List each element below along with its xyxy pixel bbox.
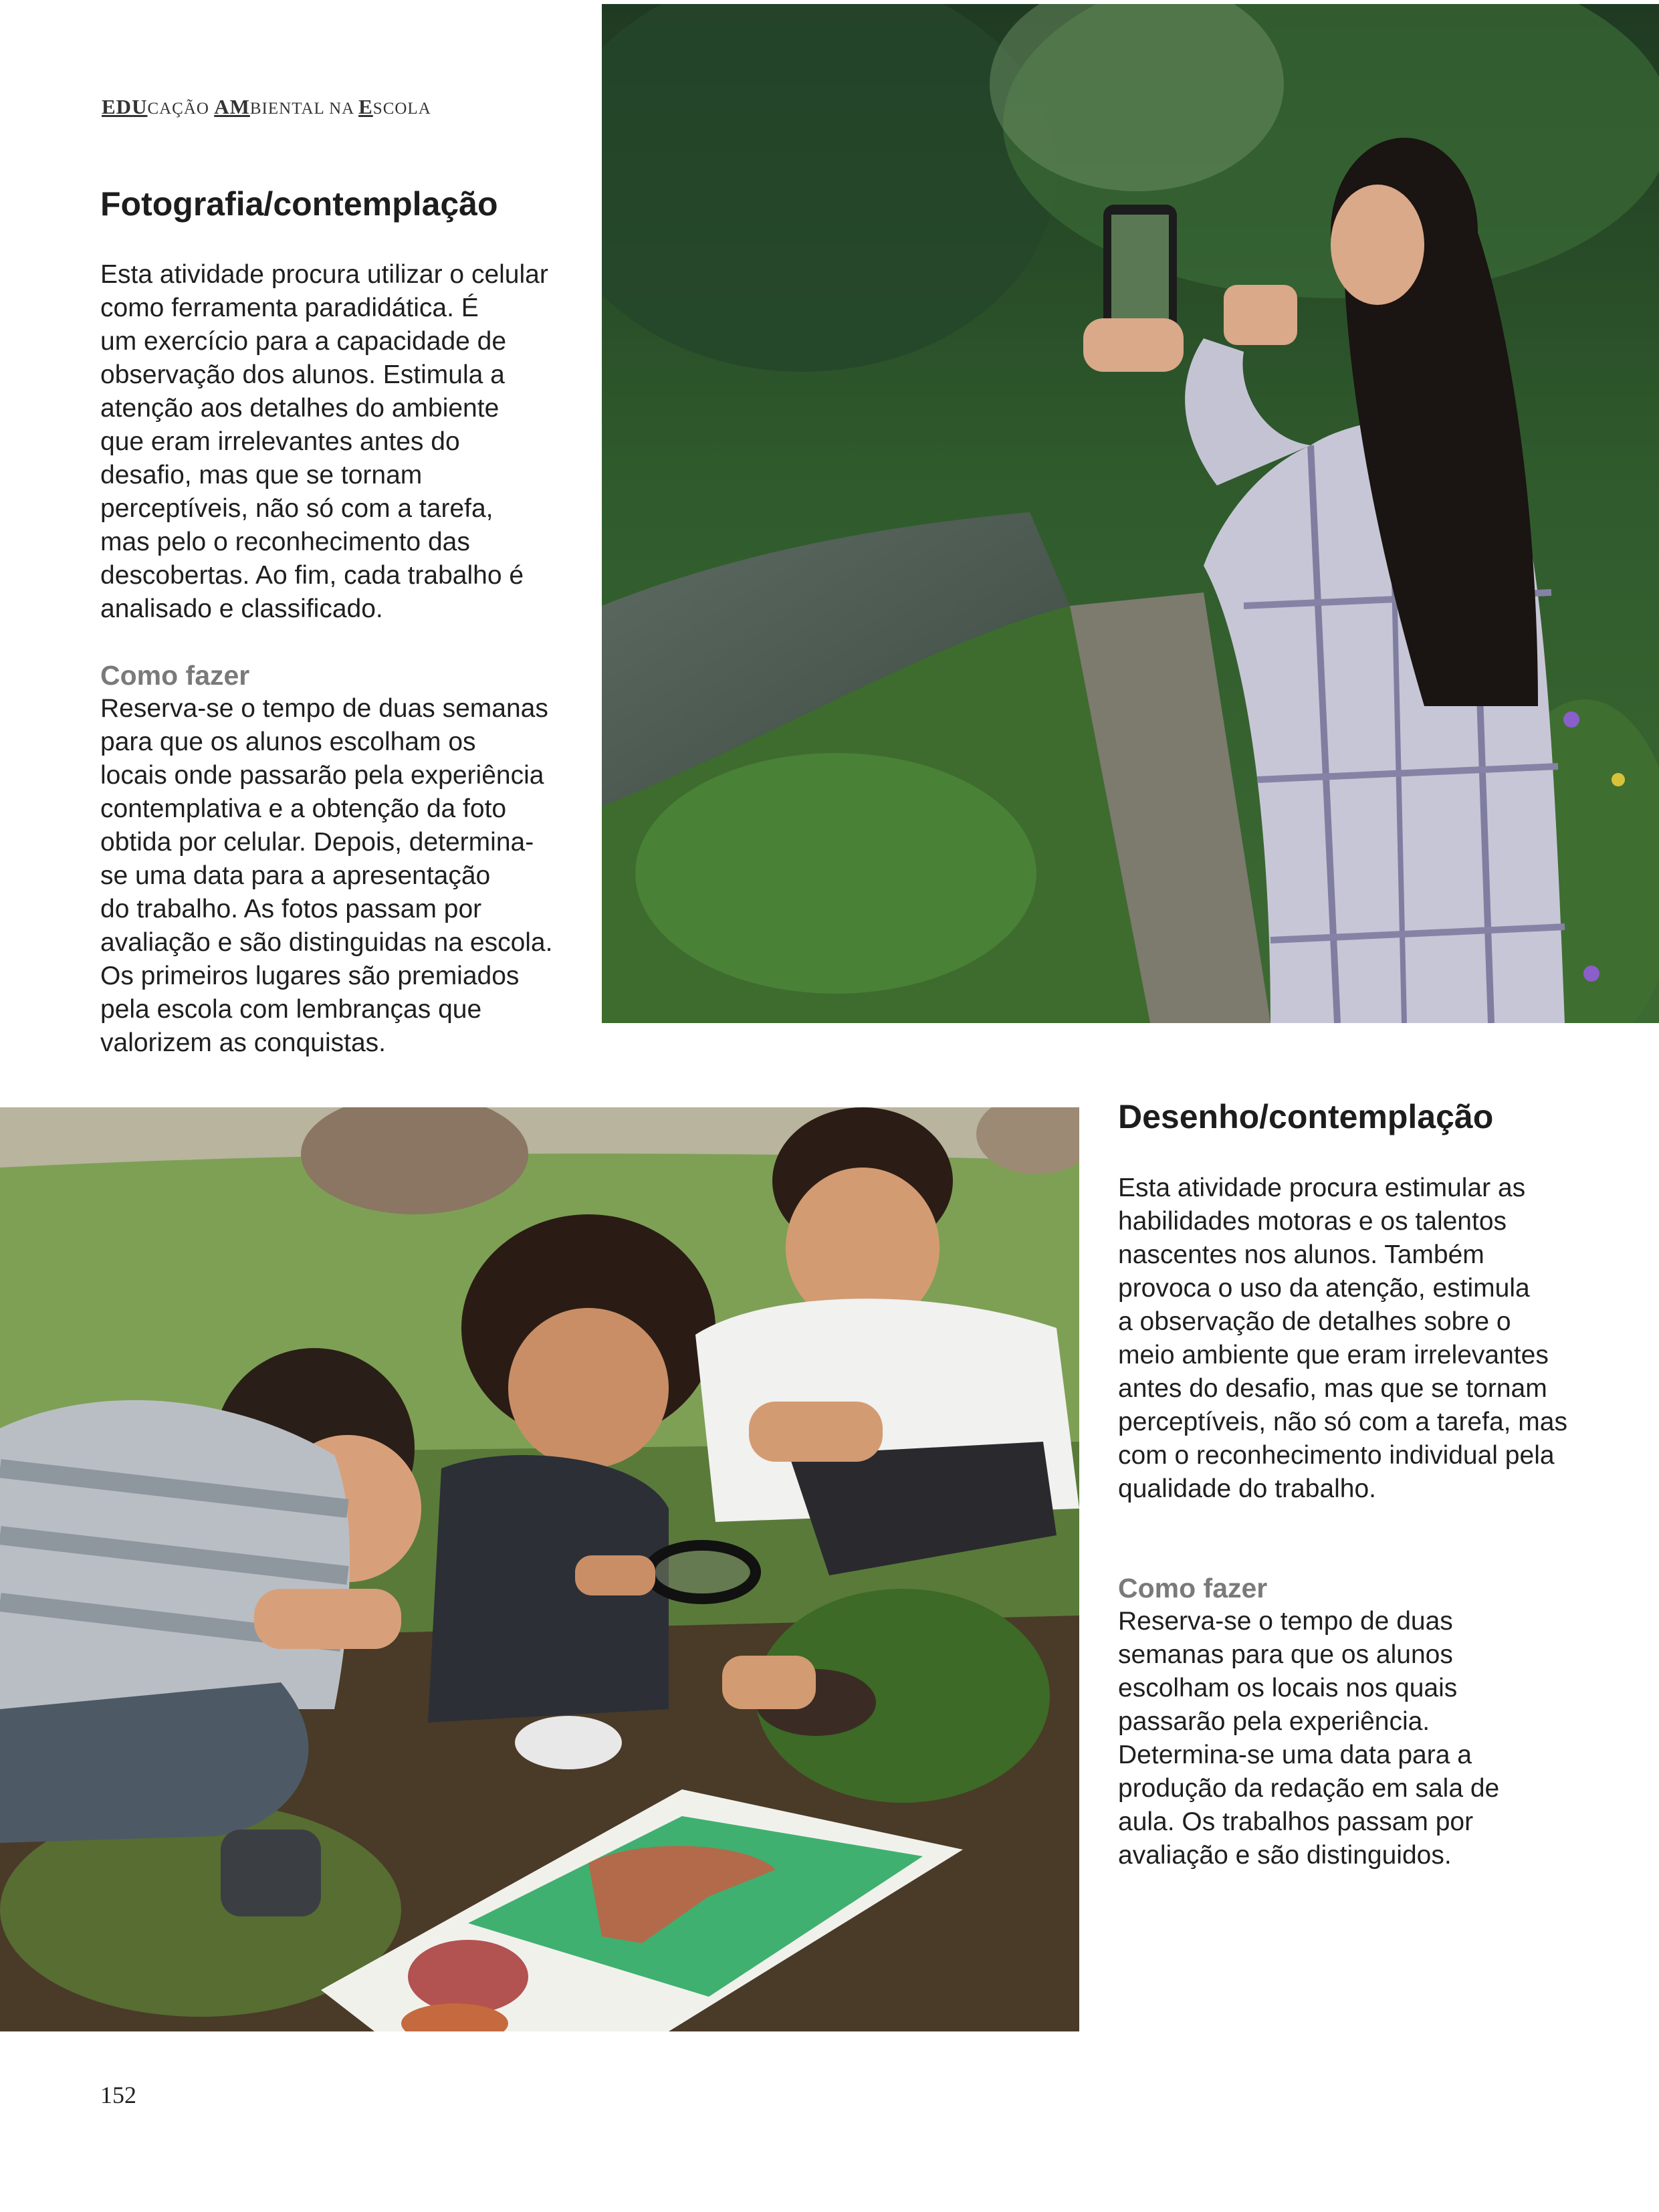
header-cap-3: E [358, 95, 373, 118]
photo-woman-taking-picture [602, 4, 1659, 1023]
section2-how-to-title: Como fazer [1118, 1573, 1268, 1603]
photo-children-magnifying-glass [0, 1107, 1079, 2031]
header-cap-1: EDU [102, 95, 148, 118]
section2-how-to-text: Reserva-se o tempo de duas semanas para que os alunos escolham os locais nos quais passarão pela experiência. Determina-se uma data para a produção da redação em sala de aula. Os trabalhos passam por avaliação e são distinguidos. [1118, 1607, 1500, 1870]
section2-title: Desenho/contemplação [1118, 1098, 1494, 1135]
header-cap-2: AM [214, 95, 250, 118]
section1-how-to-title: Como fazer [100, 660, 250, 691]
header-rest-2: BIENTAL NA [249, 100, 359, 118]
section1-paragraph: Esta atividade procura utilizar o celular como ferramenta paradidática. É um exercício para a capacidade de observação dos alunos. Estimula a atenção aos detalhes do ambiente que eram irrelevantes antes do desafio, mas que se tornam perceptíveis, não só com a tarefa, mas pelo o reconhecimento das descobertas. Ao fim, cada trabalho é analisado e classificado. [100, 260, 548, 623]
page-number: 152 [100, 2082, 136, 2108]
section1-title: Fotografia/contemplação [100, 185, 498, 223]
section1-how-to-text: Reserva-se o tempo de duas semanas para que os alunos escolham os locais onde passarão pela experiência contemplativa e a obtenção da foto obtida por celular. Depois, determina- se uma data para a apresentação do trabalho. As fotos passam por avaliação e são distinguidas na escola. Os primeiros lugares são premiados pela escola com lembranças que valorizem as conquistas. [100, 694, 553, 1057]
header-rest-3: SCOLA [372, 100, 431, 118]
section2-paragraph: Esta atividade procura estimular as habilidades motoras e os talentos nascentes nos alunos. Também provoca o uso da atenção, estimula a observação de detalhes sobre o meio ambiente que eram irrelevantes antes do desafio, mas que se tornam perceptíveis, não só com a tarefa, mas com o reconhecimento individual pela qualidade do trabalho. [1118, 1174, 1567, 1503]
header-rest-1: CAÇÃO [147, 100, 215, 118]
running-header [102, 95, 431, 119]
